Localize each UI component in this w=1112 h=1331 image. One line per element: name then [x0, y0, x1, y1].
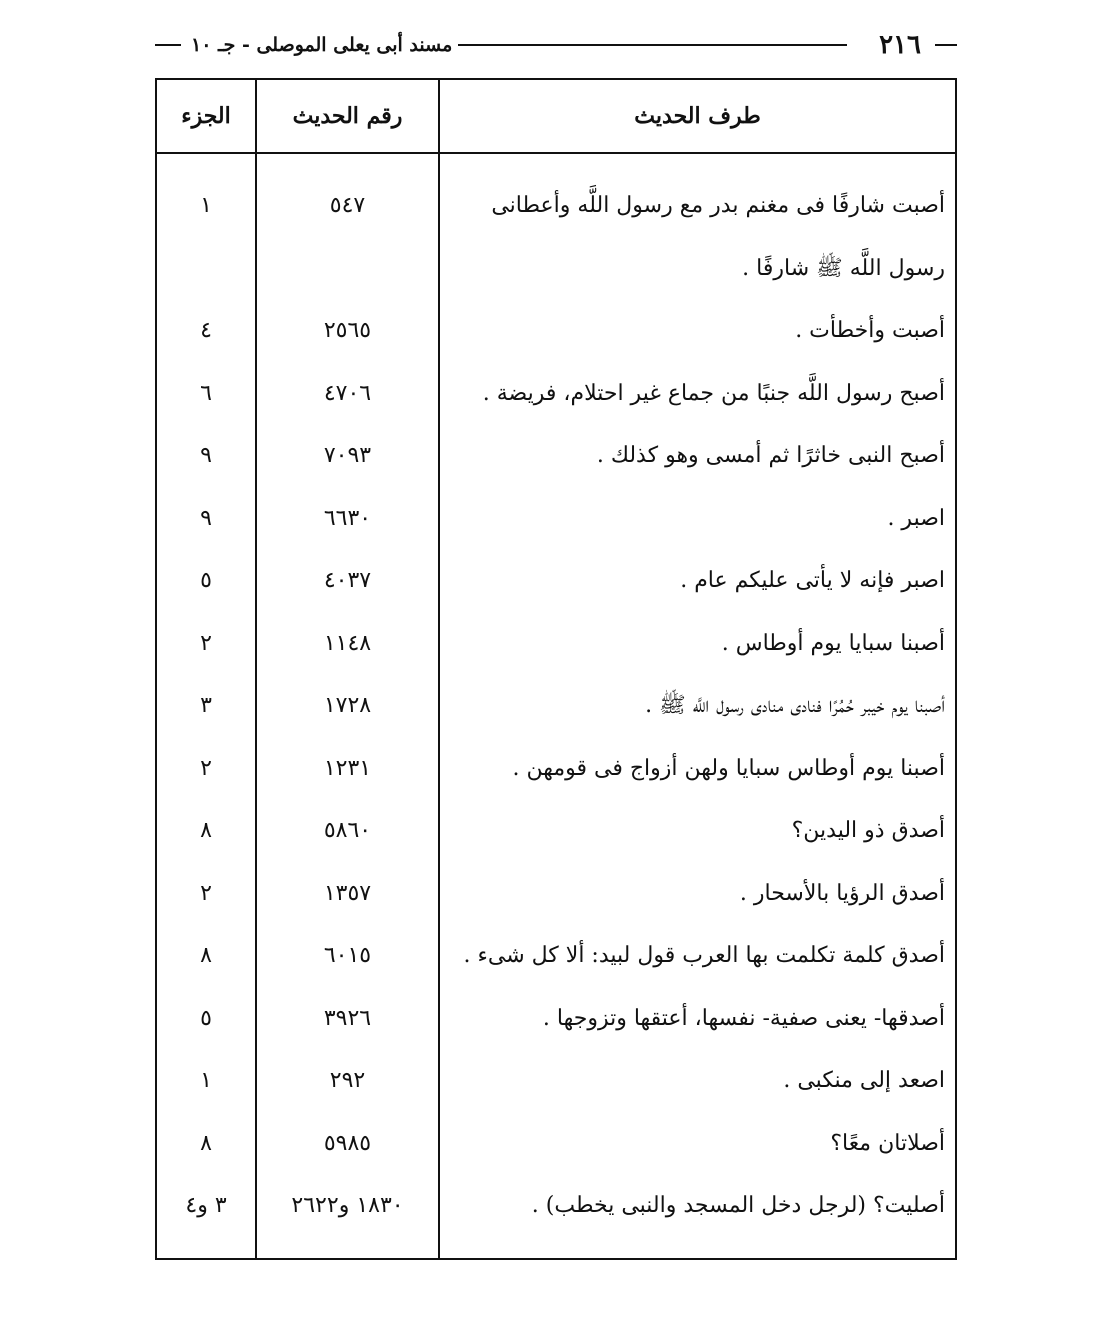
table-row — [157, 738, 955, 801]
hadith-number: ١٢٣١ — [323, 755, 372, 781]
volume-number: ١ — [200, 193, 212, 218]
table-row — [157, 1113, 955, 1176]
table-row — [157, 1175, 955, 1238]
volume-number: ١ — [200, 1068, 212, 1093]
hadith-text: أصدق كلمة تكلمت بها العرب قول لبيد: ألا كل شىء . — [463, 943, 945, 968]
hadith-number: ٦٦٣٠ — [323, 505, 372, 531]
volume-number: ٢ — [200, 755, 212, 781]
table-row — [157, 488, 955, 551]
table-row — [157, 363, 955, 426]
volume-number: ٣ و٤ — [185, 1193, 227, 1218]
header-divider — [157, 152, 955, 154]
table-row — [157, 425, 955, 488]
table-body — [157, 175, 955, 1238]
volume-number: ٣ — [200, 693, 212, 718]
hadith-text: أصبح النبى خاثرًا ثم أمسى وهو كذلك . — [596, 443, 945, 468]
volume-number: ٩ — [200, 443, 212, 468]
hadith-number: ٧٠٩٣ — [323, 443, 372, 468]
hadith-text: أصدق الرؤيا بالأسحار . — [739, 880, 945, 906]
hadith-text: أصبح رسول اللَّه جنبًا من جماع غير احتلام، فريضة . — [482, 380, 945, 406]
hadith-text: اصبر فإنه لا يأتى عليكم عام . — [680, 568, 945, 593]
column-header-hadith: طرف الحديث — [634, 103, 761, 129]
table-row — [157, 1050, 955, 1113]
hadith-text: أصبت شارفًا فى مغنم بدر مع رسول اللَّه وأعطانى رسول اللَّه ﷺ شارفًا . — [491, 193, 945, 281]
hadith-number: ٥٩٨٥ — [323, 1130, 372, 1156]
table-row — [157, 800, 955, 863]
hadith-text: أصبنا سبايا يوم أوطاس . — [721, 630, 945, 656]
table-row — [157, 613, 955, 676]
running-header — [155, 28, 957, 62]
hadith-number: ٢٥٦٥ — [323, 318, 372, 343]
hadith-number: ٥٤٧ — [329, 193, 366, 218]
volume-number: ٨ — [200, 818, 212, 843]
hadith-text: أصدق ذو اليدين؟ — [791, 818, 945, 843]
hadith-text: أصبت وأخطأت . — [795, 318, 945, 343]
table-row — [157, 925, 955, 988]
table-row — [157, 300, 955, 363]
page-number: ٢١٦ — [873, 28, 927, 62]
volume-number: ٢ — [200, 630, 212, 656]
table-row — [157, 550, 955, 613]
hadith-text: أصليت؟ (لرجل دخل المسجد والنبى يخطب) . — [531, 1193, 945, 1218]
column-header-part: الجزء — [181, 103, 231, 129]
hadith-number: ٦٠١٥ — [323, 943, 372, 968]
hadith-text: أصبنا يوم أوطاس سبايا ولهن أزواج فى قومهن . — [512, 755, 945, 781]
hadith-number: ٤٠٣٧ — [323, 568, 372, 593]
volume-number: ٨ — [200, 943, 212, 968]
volume-number: ٤ — [200, 318, 212, 343]
table-row — [157, 988, 955, 1051]
column-header-number: رقم الحديث — [292, 103, 403, 129]
hadith-number: ١١٤٨ — [323, 630, 372, 656]
hadith-text: أصلاتان معًا؟ — [830, 1130, 945, 1156]
hadith-number: ١٧٢٨ — [323, 693, 372, 718]
table-row — [157, 863, 955, 926]
volume-number: ٨ — [200, 1130, 212, 1156]
hadith-number: ١٣٥٧ — [323, 880, 372, 906]
hadith-number: ٤٧٠٦ — [323, 380, 372, 406]
hadith-text: اصبر . — [887, 505, 945, 531]
hadith-index-table — [155, 78, 957, 1260]
hadith-number: ٥٨٦٠ — [323, 818, 372, 843]
table-row — [157, 675, 955, 738]
hadith-text: أصدقها- يعنى صفية- نفسها، أعتقها وتزوجها . — [542, 1005, 945, 1031]
hadith-text: اصعد إلى منكبى . — [783, 1068, 945, 1093]
book-title: مسند أبى يعلى الموصلى - جـ ١٠ — [185, 28, 458, 62]
volume-number: ٥ — [200, 1005, 212, 1031]
header-rule-left — [155, 44, 181, 46]
volume-number: ٢ — [200, 880, 212, 906]
volume-number: ٦ — [200, 380, 212, 406]
volume-number: ٥ — [200, 568, 212, 593]
hadith-number: ٣٩٢٦ — [323, 1005, 372, 1031]
volume-number: ٩ — [200, 505, 212, 531]
header-rule-right — [935, 44, 957, 46]
table-row — [157, 175, 955, 300]
hadith-text: أصبنا يوم خيبر حُمُرًا فنادى منادى رسول اللَّه ﷺ . — [645, 693, 945, 718]
hadith-number: ٢٩٢ — [329, 1068, 366, 1093]
hadith-number: ١٨٣٠ و٢٦٢٢ — [291, 1193, 404, 1218]
